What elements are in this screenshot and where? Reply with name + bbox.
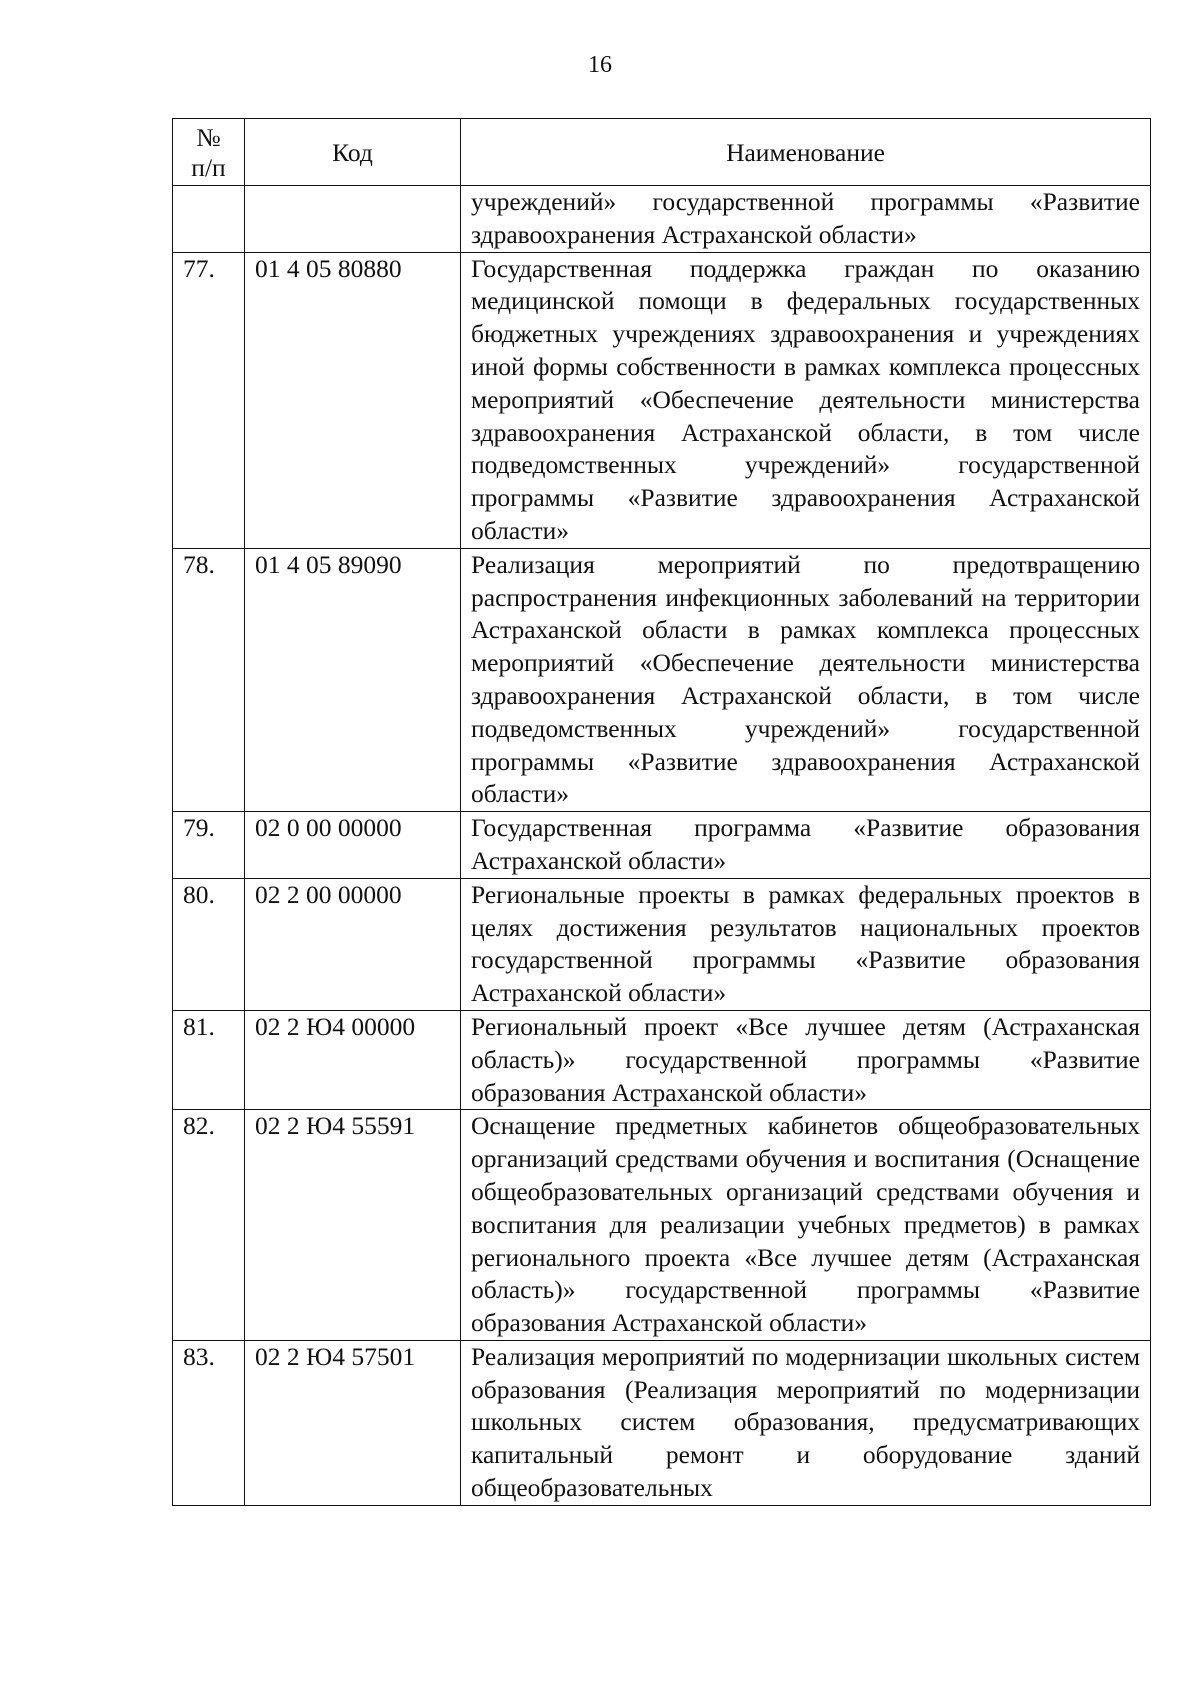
row-code: 02 2 Ю4 00000 [245,1010,461,1109]
table-row [173,252,1151,548]
row-num: 81. [173,1010,245,1109]
header-name: Наименование [461,119,1151,186]
row-code: 02 0 00 00000 [245,812,461,879]
row-name: Реализация мероприятий по модернизации школьных систем образования (Реализация мероприятий по модернизации школьных систем образования, предусматривающих капитальный ремонт и оборудование зданий общеобразовательных [461,1340,1151,1505]
row-num: 77. [173,252,245,548]
row-num: 82. [173,1110,245,1341]
row-num: 83. [173,1340,245,1505]
row-num [173,186,245,253]
table-row [173,1010,1151,1109]
row-name: Реализация мероприятий по предотвращению распространения инфекционных заболеваний на территории Астраханской области в рамках комплекса процессных мероприятий «Обеспечение деятельности министерства здравоохранения Астраханской области, в том числе подведомственных учреждений» государственной программы «Развитие здравоохранения Астраханской области» [461,548,1151,811]
table-row [173,548,1151,811]
header-code: Код [245,119,461,186]
row-code: 02 2 Ю4 57501 [245,1340,461,1505]
row-name: Региональный проект «Все лучшее детям (Астраханская область)» государственной программы «Развитие образования Астраханской области» [461,1010,1151,1109]
row-num: 80. [173,878,245,1010]
table-row [173,812,1151,879]
row-name: Государственная поддержка граждан по оказанию медицинской помощи в федеральных государственных бюджетных учреждениях здравоохранения и учреждениях иной формы собственности в рамках комплекса процессных мероприятий «Обеспечение деятельности министерства здравоохранения Астраханской области, в том числе подведомственных учреждений» государственной программы «Развитие здравоохранения Астраханской области» [461,252,1151,548]
row-name: Государственная программа «Развитие образования Астраханской области» [461,812,1151,879]
row-name: Региональные проекты в рамках федеральных проектов в целях достижения результатов национальных проектов государственной программы «Развитие образования Астраханской области» [461,878,1151,1010]
table-body [173,186,1151,1506]
table-header [173,119,1151,186]
row-name: учреждений» государственной программы «Развитие здравоохранения Астраханской области» [461,186,1151,253]
table-row [173,1110,1151,1341]
table-row [173,1340,1151,1505]
row-code: 01 4 05 80880 [245,252,461,548]
header-row [173,119,1151,186]
budget-code-table [172,118,1151,1506]
row-code [245,186,461,253]
header-num: № п/п [173,119,245,186]
row-code: 02 2 Ю4 55591 [245,1110,461,1341]
table-row [173,878,1151,1010]
page-number: 16 [588,52,612,78]
table-row [173,186,1151,253]
row-code: 02 2 00 00000 [245,878,461,1010]
row-num: 78. [173,548,245,811]
row-code: 01 4 05 89090 [245,548,461,811]
row-name: Оснащение предметных кабинетов общеобразовательных организаций средствами обучения и воспитания (Оснащение общеобразовательных организаций средствами обучения и воспитания для реализации учебных предметов) в рамках регионального проекта «Все лучшее детям (Астраханская область)» государственной программы «Развитие образования Астраханской области» [461,1110,1151,1341]
row-num: 79. [173,812,245,879]
